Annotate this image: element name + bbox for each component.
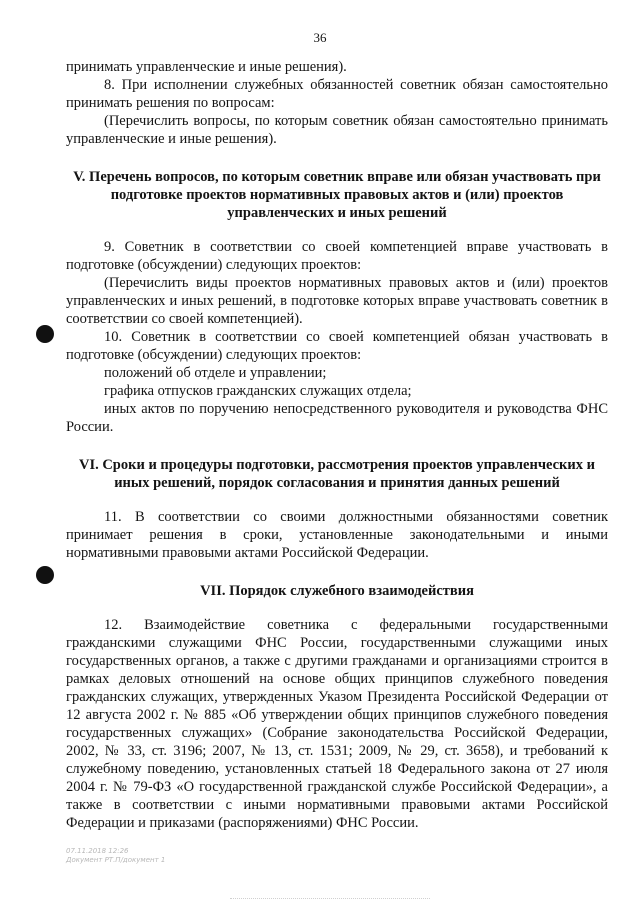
paragraph: 9. Советник в соответствии со своей компетенцией вправе участвовать в подготовке (обсуждении) следующих проектов: bbox=[66, 239, 608, 273]
paragraph: (Перечислить виды проектов нормативных правовых актов и (или) проектов управленческих и иных решений, в подготовке которых вправе участвовать советник в соответствии со своей компетенцией). bbox=[66, 275, 608, 327]
stamp-line: 07.11.2018 12:26 bbox=[66, 847, 129, 855]
section-heading: VII. Порядок служебного взаимодействия bbox=[200, 583, 474, 599]
punch-hole-mark bbox=[36, 566, 54, 584]
paragraph: 11. В соответствии со своими должностными обязанностями советник принимает решения в сроки, установленные законодательными и иными нормативными правовыми актами Российской Федерации. bbox=[66, 509, 608, 561]
paragraph: 12. Взаимодействие советника с федеральными государственными гражданскими служащими ФНС России, государственными служащими иных государственных органов, а также с другими гражданами и организациями строится в рамках деловых отношений на основе общих принципов служебного поведения гражданских служащих, утвержденных Указом Президента Российской Федерации от 12 августа 2002 г. № 885 «Об утверждении общих принципов служебного поведения государственных служащих» (Собрание законодательства Российской Федерации, 2002, № 33, ст. 3196; 2007, № 13, ст. 1531; 2009, № 29, ст. 3658), и требований к служебному поведению, установленных статьей 18 Федерального закона от 27 июля 2004 г. № 79-ФЗ «О государственной гражданской службе Российской Федерации», а также в соответствии с иными нормативными правовыми актами Российской Федерации и приказами (распоряжениями) ФНС России. bbox=[66, 617, 608, 831]
paragraph: принимать управленческие и иные решения). bbox=[66, 59, 347, 75]
stamp-line: Документ РТ.П/документ 1 bbox=[66, 856, 166, 864]
list-item: графика отпусков гражданских служащих отдела; bbox=[104, 383, 412, 399]
section-heading: VI. Сроки и процедуры подготовки, рассмотрения проектов управленческих и иных решений, порядок согласования и принятия данных решений bbox=[78, 457, 596, 491]
print-stamp bbox=[66, 847, 165, 865]
document-body bbox=[66, 58, 608, 832]
list-item: иных актов по поручению непосредственного руководителя и руководства ФНС России. bbox=[66, 401, 608, 435]
divider bbox=[230, 898, 430, 899]
punch-hole-mark bbox=[36, 325, 54, 343]
paragraph: 10. Советник в соответствии со своей компетенцией обязан участвовать в подготовке (обсуждении) следующих проектов: bbox=[66, 329, 608, 363]
page-number: 36 bbox=[313, 30, 327, 45]
paragraph: (Перечислить вопросы, по которым советник обязан самостоятельно принимать управленческие и иные решения). bbox=[66, 113, 608, 147]
section-heading: V. Перечень вопросов, по которым советник вправе или обязан участвовать при подготовке проектов нормативных правовых актов и (или) проектов управленческих и иных решений bbox=[73, 169, 601, 221]
paragraph: 8. При исполнении служебных обязанностей советник обязан самостоятельно принимать решения по вопросам: bbox=[66, 77, 608, 111]
list-item: положений об отделе и управлении; bbox=[104, 365, 327, 381]
